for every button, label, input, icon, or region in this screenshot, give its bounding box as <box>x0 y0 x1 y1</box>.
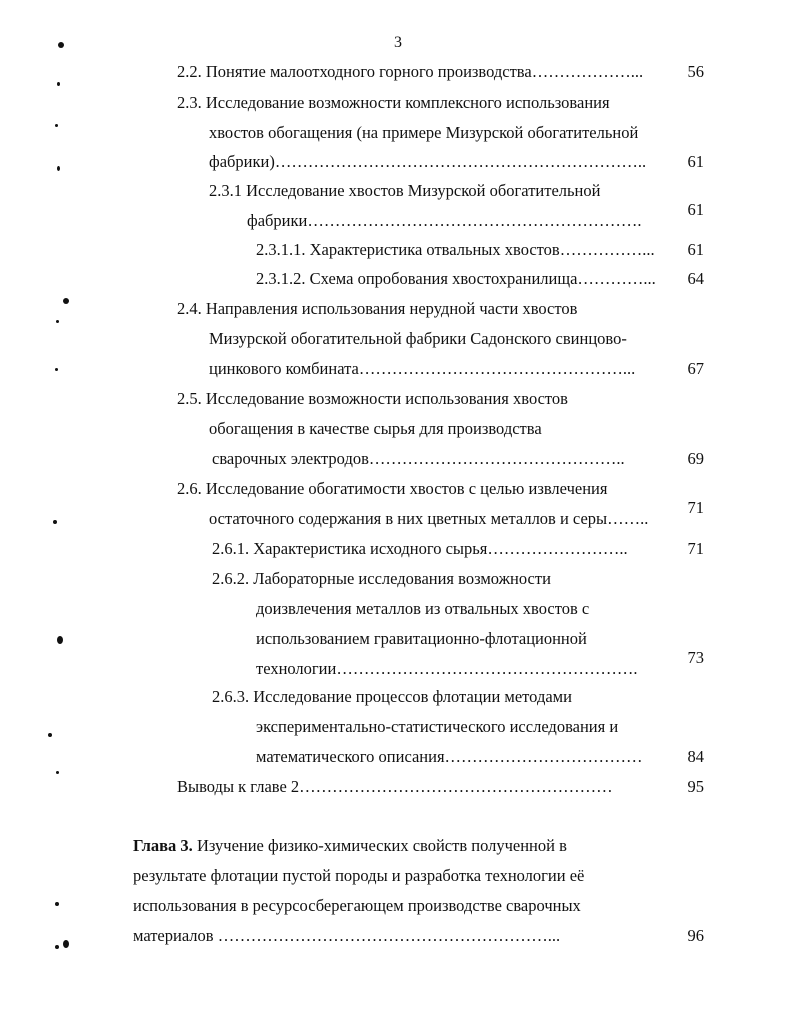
toc-line: 2.3.1 Исследование хвостов Мизурской обогатительной <box>209 181 601 200</box>
toc-line: материалов ……………………………………………………... <box>133 926 561 945</box>
toc-line: цинкового комбината…………………………………………... <box>209 359 636 378</box>
toc-page: 95 <box>687 777 704 796</box>
toc-line: фабрики)………………………………………………………….. <box>209 152 647 171</box>
toc-line: экспериментально-статистического исследования и <box>256 717 619 736</box>
toc-line: результате флотации пустой породы и разработка технологии её <box>133 866 585 885</box>
toc-page: 71 <box>687 498 704 517</box>
toc-line: 2.2. Понятие малоотходного горного производства………………... <box>177 62 644 81</box>
toc-line: использования в ресурсосберегающем производстве сварочных <box>133 896 581 915</box>
toc-line: использованием гравитационно-флотационной <box>256 629 587 648</box>
toc-line: обогащения в качестве сырья для производства <box>209 419 542 438</box>
toc-page: 96 <box>687 926 704 945</box>
toc-page: 73 <box>687 648 704 667</box>
toc-page: 61 <box>687 240 704 259</box>
toc-line: 2.6. Исследование обогатимости хвостов с целью извлечения <box>177 479 608 498</box>
toc-line: 2.6.3. Исследование процессов флотации методами <box>212 687 572 706</box>
chapter-title: Изучение физико-химических свойств полученной в <box>192 836 567 855</box>
toc-line: Мизурской обогатительной фабрики Садонского свинцово- <box>209 329 627 348</box>
toc-line: 2.5. Исследование возможности использования хвостов <box>177 389 568 408</box>
toc-line: сварочных электродов……………………………………….. <box>212 449 625 468</box>
chapter-label: Глава 3. <box>133 836 193 855</box>
toc-line: Выводы к главе 2………………………………………………… <box>177 777 613 796</box>
toc-page: 61 <box>687 200 704 219</box>
toc-line: 2.6.1. Характеристика исходного сырья…………………….. <box>212 539 628 558</box>
toc-line: технологии………………………………………………. <box>256 659 638 678</box>
toc-line: хвостов обогащения (на примере Мизурской обогатительной <box>209 123 639 142</box>
toc-line: 2.3.1.1. Характеристика отвальных хвостов……………... <box>256 240 655 259</box>
toc-line: 2.4. Направления использования нерудной части хвостов <box>177 299 578 318</box>
toc-page: 64 <box>687 269 704 288</box>
toc-line: 2.3.1.2. Схема опробования хвостохранилища…………... <box>256 269 656 288</box>
toc-page: 71 <box>687 539 704 558</box>
toc-page: 61 <box>687 152 704 171</box>
toc-page: 69 <box>687 449 704 468</box>
toc-line: математического описания……………………………… <box>256 747 643 766</box>
toc-page: 67 <box>687 359 704 378</box>
toc-line: доизвлечения металлов из отвальных хвостов с <box>256 599 590 618</box>
page-number: 3 <box>394 34 402 51</box>
toc-line: остаточного содержания в них цветных металлов и серы…….. <box>209 509 649 528</box>
toc-page: 84 <box>687 747 704 766</box>
toc-page: 56 <box>687 62 704 81</box>
toc-line: 2.6.2. Лабораторные исследования возможности <box>212 569 551 588</box>
toc-line: фабрики……………………………………………………. <box>247 211 642 230</box>
toc-line <box>133 836 567 856</box>
toc-line: 2.3. Исследование возможности комплексного использования <box>177 93 610 112</box>
